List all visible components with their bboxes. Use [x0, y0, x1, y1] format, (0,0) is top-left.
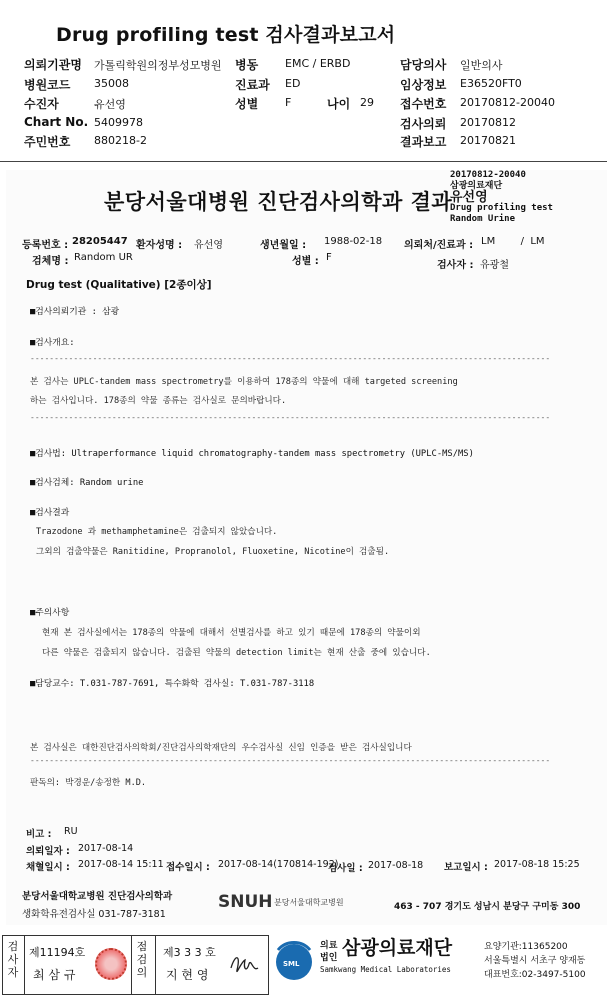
specimen-value: Random UR	[74, 252, 133, 263]
test-name: Drug test (Qualitative) [2종이상]	[26, 279, 212, 291]
examiner-label: 검사자 :	[437, 260, 474, 271]
foundation-english-name: Samkwang Medical Laboratories	[320, 965, 451, 974]
overview-line-2: 하는 검사입니다. 178종의 약물 종류는 검사실로 문의바랍니다.	[30, 396, 287, 406]
test-date-value: 2017-08-18	[368, 860, 424, 871]
foundation-prefix-1: 의료	[320, 941, 338, 951]
signature-box	[2, 935, 269, 995]
footer-contact: 생화학유전검사실 031-787-3181	[22, 909, 166, 920]
scanned-result-sheet	[6, 170, 607, 925]
resident-no-label: 주민번호	[24, 135, 71, 149]
sticker-specimen: Random Urine	[450, 214, 516, 224]
sheet-sex-value: F	[326, 252, 332, 263]
remarks-value: RU	[64, 826, 78, 837]
institution-code: 요양기관:11365200	[484, 942, 568, 952]
examiner-value: 유광철	[480, 260, 509, 271]
footer-department: 분당서울대학교병원 진단검사의학과	[22, 891, 173, 902]
sml-logo-text: SML	[283, 960, 300, 968]
inspector-seal	[95, 948, 127, 980]
patient-name-value: 유선영	[194, 240, 223, 251]
specimen-label: 검체명 :	[32, 256, 69, 267]
overview-heading: ■검사개요:	[30, 338, 75, 348]
ward-value: EMC / ERBD	[285, 57, 351, 70]
inspector-vertical-label: 검사자	[7, 940, 19, 979]
test-request-value: 20170812	[460, 116, 516, 129]
patient-label: 수진자	[24, 97, 59, 111]
reg-no-label: 등록번호 :	[22, 240, 69, 251]
test-request-label: 검사의뢰	[400, 117, 447, 131]
scan-title: 분당서울대병원 진단검사의학과 결과	[104, 190, 453, 214]
doctor-value: 일반의사	[460, 59, 503, 72]
institution-line: ■검사의뢰기관 : 삼광	[30, 307, 120, 317]
report-date-value: 2017-08-18 15:25	[494, 859, 580, 870]
receipt-no-value: 20170812-20040	[460, 96, 555, 109]
clinical-info-value: E36520FT0	[460, 77, 522, 90]
signature-divider-3	[155, 936, 156, 994]
divider-dashes-2: ------------------------------------------------------------------------------------------------------------	[30, 413, 551, 422]
specimen-line: ■검사검체: Random urine	[30, 478, 144, 488]
certification-line: 본 검사실은 대한진단검사의학회/진단검사의학재단의 우수검사실 신임 인증을 받은 검사실입니다	[30, 743, 412, 753]
sheet-sex-label: 성별 :	[292, 256, 319, 267]
snuh-logo: SNUH	[218, 892, 273, 912]
sticker-name: 유선영	[450, 190, 488, 205]
header-divider	[0, 161, 607, 162]
report-title: Drug profiling test 검사결과보고서	[56, 24, 396, 46]
patient-name-label: 환자성명 :	[136, 240, 183, 251]
requester-label: 의뢰처/진료과 :	[404, 240, 474, 251]
sticker-test: Drug profiling test	[450, 203, 553, 213]
signature-divider-1	[24, 936, 25, 994]
hospital-code-value: 35008	[94, 77, 129, 90]
chart-no-value: 5409978	[94, 116, 143, 129]
test-date-label: 검사일 :	[328, 863, 363, 874]
foundation-phone: 대표번호:02-3497-5100	[484, 970, 586, 980]
foundation-address: 서울특별시 서초구 양재동	[484, 956, 586, 966]
receipt-date-label: 접수일시 :	[166, 862, 210, 873]
reviewer-name: 지 현 영	[166, 968, 209, 982]
clinical-info-label: 임상정보	[400, 78, 447, 92]
institution-value: 가톨릭학원의정부성모병원	[94, 59, 222, 72]
reviewer-signature-icon	[227, 950, 261, 980]
inspector-name: 최 삼 규	[33, 968, 76, 982]
doctor-label: 담당의사	[400, 58, 447, 72]
result-line-1: Trazodone 과 methamphetamine은 검출되지 않았습니다.	[36, 527, 278, 537]
caution-line-1: 현재 본 검사실에서는 178종의 약물에 대해서 선별검사를 하고 있기 때문에 178종의 약물이외	[42, 628, 421, 638]
caution-line-2: 다른 약물은 검출되지 않습니다. 검출된 약물의 detection limit는 현재 산출 중에 있습니다.	[42, 648, 431, 658]
dob-label: 생년월일 :	[260, 240, 307, 251]
department-label: 진료과	[235, 78, 270, 92]
remarks-label: 비고 :	[26, 829, 52, 840]
divider-dashes-1: ------------------------------------------------------------------------------------------------------------	[30, 354, 551, 363]
sex-label: 성별	[235, 97, 259, 111]
caution-heading: ■주의사항	[30, 608, 70, 618]
specimen-sticker	[450, 170, 553, 225]
contact-line: ■담당교수: T.031-787-7691, 특수화학 검사실: T.031-787-3118	[30, 679, 315, 689]
sticker-lab: 삼광의료재단	[450, 181, 503, 191]
chart-no-label: Chart No.	[24, 115, 89, 129]
reviewer-license-no: 제3 3 3 호	[163, 946, 216, 959]
request-date-label: 의뢰일자 :	[26, 846, 70, 857]
divider-dashes-3: ------------------------------------------------------------------------------------------------------------	[30, 756, 551, 765]
dob-value: 1988-02-18	[324, 236, 383, 247]
result-heading: ■검사결과	[30, 508, 70, 518]
reader-line: 판독의: 박경운/송정한 M.D.	[30, 778, 147, 788]
reviewer-vertical-label: 점검의	[136, 940, 148, 979]
result-report-label: 결과보고	[400, 135, 447, 149]
overview-line-1: 본 검사는 UPLC-tandem mass spectrometry를 이용하여 178종의 약물에 대해 targeted screening	[30, 377, 458, 387]
hospital-code-label: 병원코드	[24, 78, 71, 92]
sticker-accession: 20170812-20040	[450, 170, 526, 180]
resident-no-value: 880218-2	[94, 134, 147, 147]
result-line-2: 그외의 검출약물은 Ranitidine, Propranolol, Fluoxetine, Nicotine이 검출됨.	[36, 547, 390, 557]
patient-value: 유선영	[94, 98, 126, 111]
method-line: ■검사법: Ultraperformance liquid chromatography-tandem mass spectrometry (UPLC-MS/MS)	[30, 449, 474, 459]
snuh-logo-subtitle: 분당서울대학교병원	[274, 898, 344, 907]
age-label: 나이	[327, 97, 351, 111]
request-date-value: 2017-08-14	[78, 843, 134, 854]
institution-label: 의뢰기관명	[24, 58, 82, 72]
report-date-label: 보고일시 :	[444, 862, 488, 873]
footer-address: 463 - 707 경기도 성남시 분당구 구미동 300	[394, 902, 581, 912]
age-value: 29	[360, 96, 374, 109]
requester-value: LM / LM	[481, 236, 545, 247]
ward-label: 병동	[235, 58, 259, 72]
reg-no-value: 28205447	[72, 236, 128, 247]
receipt-date-value: 2017-08-14(170814-192)	[218, 859, 339, 870]
department-value: ED	[285, 77, 301, 90]
result-report-value: 20170821	[460, 134, 516, 147]
sex-value: F	[285, 96, 292, 109]
signature-divider-2	[131, 936, 132, 994]
foundation-prefix-2: 법인	[320, 953, 338, 963]
inspector-license-no: 제11194호	[29, 946, 86, 959]
collect-label: 채혈일시 :	[26, 862, 70, 873]
receipt-no-label: 접수번호	[400, 97, 447, 111]
collect-value: 2017-08-14 15:11	[78, 859, 164, 870]
foundation-name: 삼광의료재단	[342, 937, 453, 959]
